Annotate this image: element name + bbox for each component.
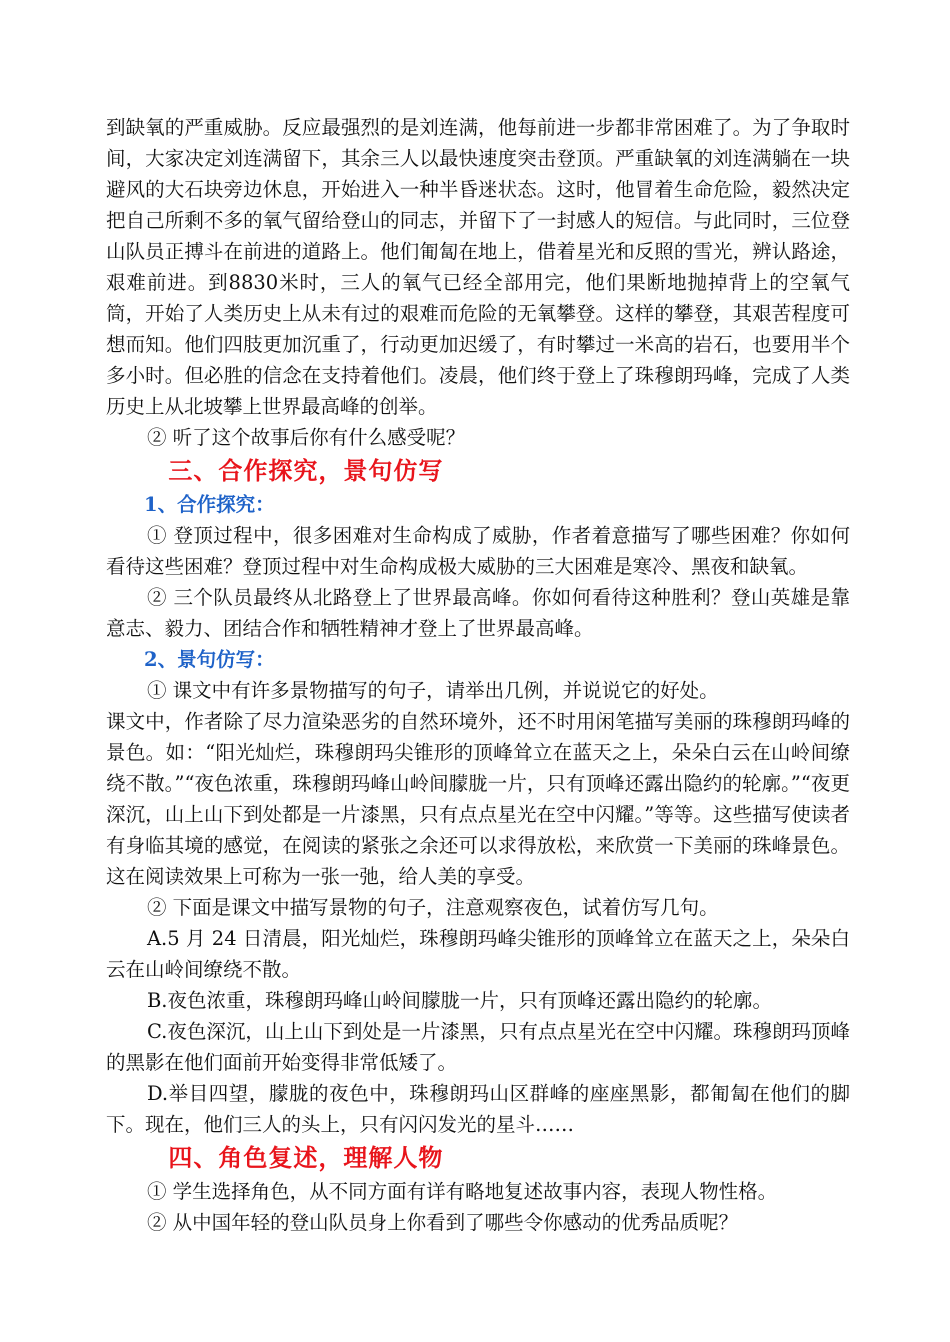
inquiry-question-1: ① 登顶过程中，很多困难对生命构成了威胁，作者着意描写了哪些困难？你如何看待这些困难？登顶过程中对生命构成极大威胁的三大困难是寒冷、黑夜和缺氧。 [106, 524, 850, 578]
example-sentence-d: D.举目四望，朦胧的夜色中，珠穆朗玛山区群峰的座座黑影，都匍匐在他们的脚下。现在，他们三人的头上，只有闪闪发光的星斗…… [106, 1082, 850, 1136]
imitation-question-1: ① 课文中有许多景物描写的句子，请举出几例，并说说它的好处。 [146, 679, 719, 702]
story-paragraph: 到缺氧的严重威胁。反应最强烈的是刘连满，他每前进一步都非常困难了。为了争取时间，大家决定刘连满留下，其余三人以最快速度突击登顶。严重缺氧的刘连满躺在一块避风的大石块旁边休息，开始进入一种半昏迷状态。这时，他冒着生命危险，毅然决定把自己所剩不多的氧气留给登山的同志，并留下了一封感人的短信。与此同时，三位登山队员正搏斗在前进的道路上。他们匍匐在地上，借着星光和反照的雪光，辨认路途，艰难前进。到8830米时，三人的氧气已经全部用完，他们果断地抛掉背上的空氧气筒，开始了人类历史上从未有过的艰难而危险的无氧攀登。这样的攀登，其艰苦程度可想而知。他们四肢更加沉重了，行动更加迟缓了，有时攀过一米高的岩石，也要用半个多小时。但必胜的信念在支持着他们。凌晨，他们终于登上了珠穆朗玛峰，完成了人类历史上从北坡攀上世界最高峰的创举。 [106, 116, 850, 418]
imitation-answer: 课文中，作者除了尽力渲染恶劣的自然环境外，还不时用闲笔描写美丽的珠穆朗玛峰的景色。如：“阳光灿烂，珠穆朗玛尖锥形的顶峰耸立在蓝天之上，朵朵白云在山岭间缭绕不散。”“夜色浓重，珠穆朗玛峰山岭间朦胧一片，只有顶峰还露出隐约的轮廓。”“夜更深沉，山上山下到处都是一片漆黑，只有点点星光在空中闪耀。”等等。这些描写使读者有身临其境的感觉，在阅读的紧张之余还可以求得放松，来欣赏一下美丽的珠峰景色。这在阅读效果上可称为一张一弛，给人美的享受。 [106, 710, 850, 888]
section-4-heading: 四、角色复述，理解人物 [168, 1143, 444, 1172]
section-3-heading: 三、合作探究，景句仿写 [168, 456, 444, 485]
example-sentence-a: A.5 月 24 日清晨，阳光灿烂，珠穆朗玛峰尖锥形的顶峰耸立在蓝天之上，朵朵白云在山岭间缭绕不散。 [106, 927, 850, 981]
example-sentence-c: C.夜色深沉，山上山下到处是一片漆黑，只有点点星光在空中闪耀。珠穆朗玛顶峰的黑影在他们面前开始变得非常低矮了。 [106, 1020, 850, 1074]
example-sentence-b: B.夜色浓重，珠穆朗玛峰山岭间朦胧一片，只有顶峰还露出隐约的轮廓。 [146, 989, 772, 1012]
imitation-question-2: ② 下面是课文中描写景物的句子，注意观察夜色，试着仿写几句。 [146, 896, 719, 919]
inquiry-question-2: ② 三个队员最终从北路登上了世界最高峰。你如何看待这种胜利？登山英雄是靠意志、毅力、团结合作和牺牲精神才登上了世界最高峰。 [106, 586, 850, 640]
story-question: ② 听了这个故事后你有什么感受呢？ [146, 426, 466, 449]
retell-question-2: ② 从中国年轻的登山队员身上你看到了哪些令你感动的优秀品质呢？ [146, 1211, 739, 1234]
subheading-cooperative-inquiry: 1、合作探究： [144, 493, 275, 516]
subheading-scene-imitation: 2、景句仿写： [144, 648, 275, 671]
retell-question-1: ① 学生选择角色，从不同方面有详有略地复述故事内容，表现人物性格。 [146, 1180, 778, 1203]
document-page [106, 112, 850, 1238]
